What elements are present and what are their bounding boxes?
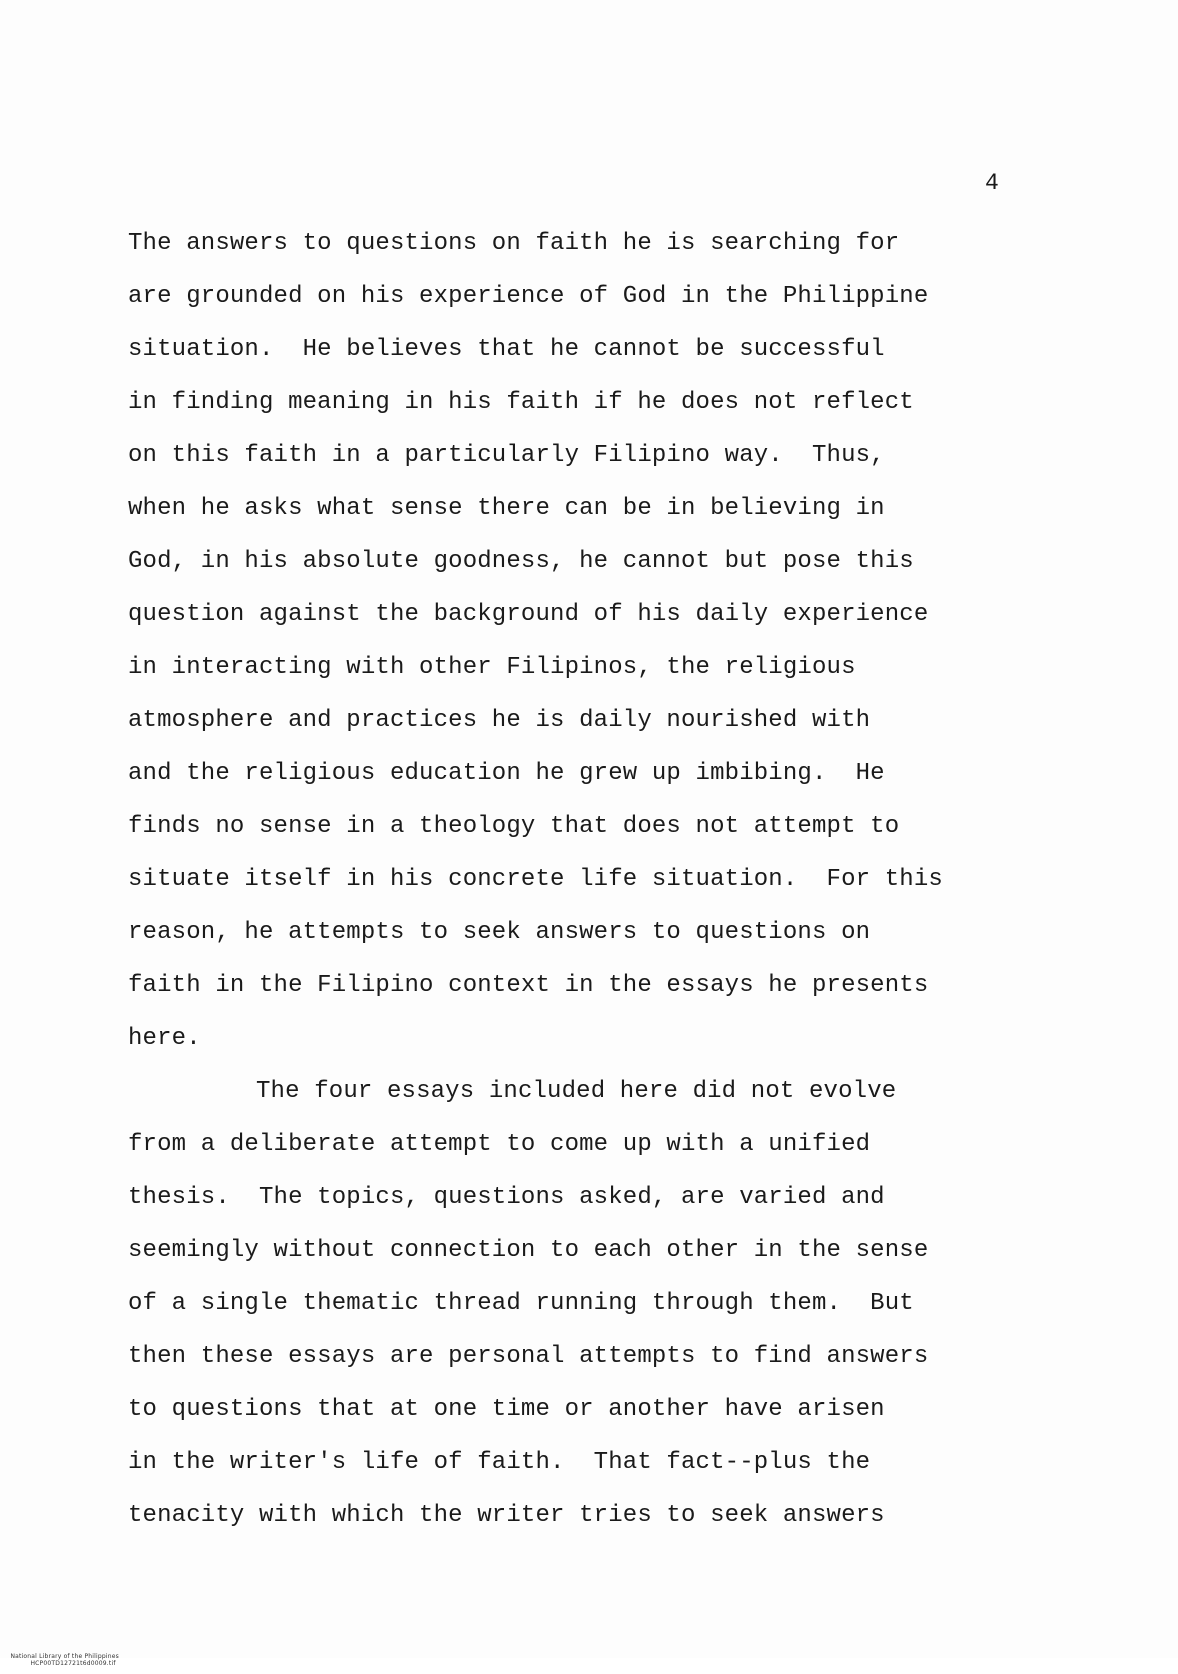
text-line: in finding meaning in his faith if he does not reflect [128, 389, 914, 416]
text-line: atmosphere and practices he is daily nourished with [128, 707, 871, 734]
text-line: question against the background of his daily experience [128, 601, 929, 628]
text-line: then these essays are personal attempts to find answers [128, 1343, 929, 1370]
text-line: situation. He believes that he cannot be successful [128, 336, 885, 363]
text-line: in interacting with other Filipinos, the religious [128, 654, 856, 681]
text-line: finds no sense in a theology that does not attempt to [128, 813, 900, 840]
page-number: 4 [985, 170, 999, 196]
text-line: thesis. The topics, questions asked, are varied and [128, 1184, 885, 1211]
text-line: when he asks what sense there can be in believing in [128, 495, 885, 522]
text-line: and the religious education he grew up imbibing. He [128, 760, 885, 787]
body-text [128, 217, 1028, 1542]
scan-footer [2, 1646, 119, 1674]
text-line: faith in the Filipino context in the essays he presents [128, 972, 929, 999]
text-line: in the writer's life of faith. That fact--plus the [128, 1449, 871, 1476]
text-line: are grounded on his experience of God in the Philippine [128, 283, 929, 310]
text-line: The answers to questions on faith he is searching for [128, 230, 900, 257]
footer-source: National Library of the Philippines [10, 1653, 120, 1660]
text-line: here. [128, 1025, 201, 1052]
text-line: seemingly without connection to each other in the sense [128, 1237, 929, 1264]
text-line: of a single thematic thread running through them. But [128, 1290, 914, 1317]
text-line: reason, he attempts to seek answers to questions on [128, 919, 871, 946]
text-line: on this faith in a particularly Filipino way. Thus, [128, 442, 885, 469]
text-line: God, in his absolute goodness, he cannot but pose this [128, 548, 914, 575]
text-line: situate itself in his concrete life situation. For this [128, 866, 943, 893]
text-line: from a deliberate attempt to come up with a unified [128, 1131, 871, 1158]
text-line: The four essays included here did not evolve [256, 1078, 897, 1105]
text-line: to questions that at one time or another have arisen [128, 1396, 885, 1423]
footer-file-id: HCP00TD12721t6d0009.tif [30, 1660, 116, 1667]
text-line: tenacity with which the writer tries to seek answers [128, 1502, 885, 1529]
